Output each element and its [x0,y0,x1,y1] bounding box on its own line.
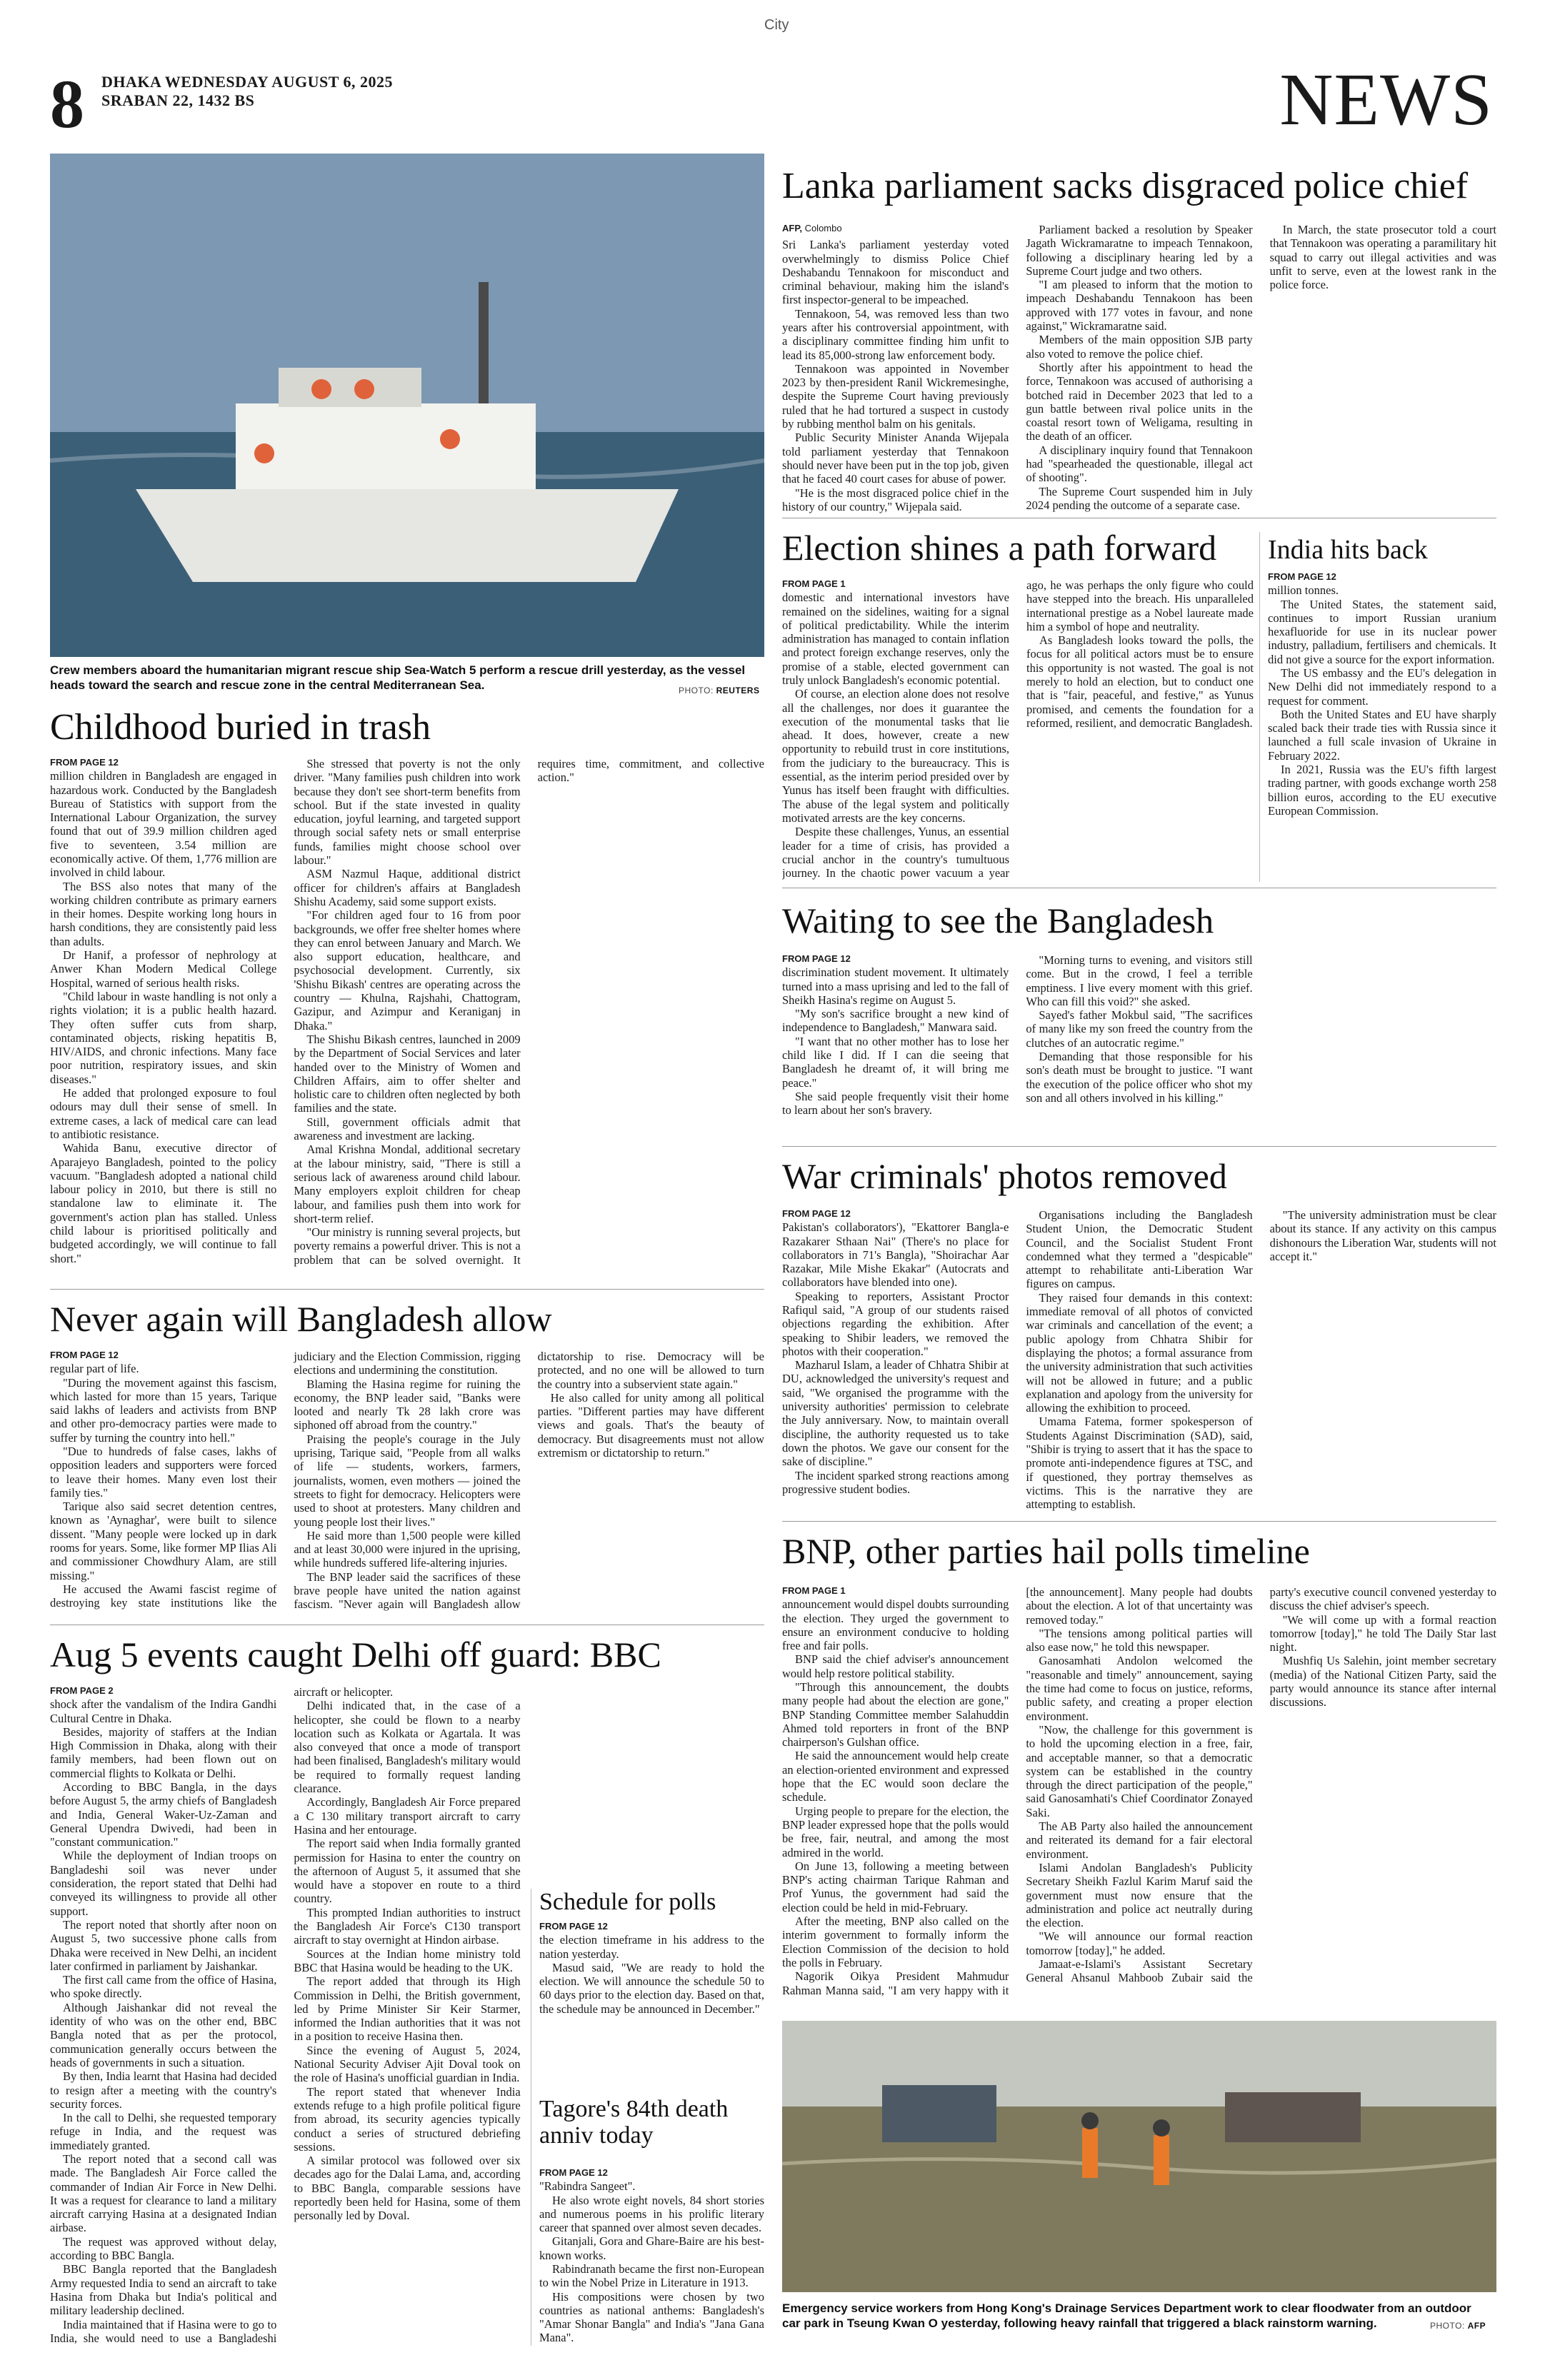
childhood-headline: Childhood buried in trash [50,707,431,748]
childhood-paragraph: The BSS also notes that many of the working children contribute as primary earners in their homes. Despite working long hours in harsh conditions, they are consistently paid less than adults. [50,879,277,948]
waiting-paragraph: Demanding that those responsible for his son's death must be brought to justice. "I want the execution of the police officer who shot my son and all others involved in his killing." [1026,1050,1253,1105]
aug5-paragraph: The report noted that a second call was made. The Bangladesh Air Force called the commander of Indian Air Force in New Delhi. It was a request for clearance to land a military aircraft carrying Hasina at a designated Indian airbase. [50,2152,277,2235]
election-from-page: FROM PAGE 1 [782,578,846,589]
bnp-paragraph: The AB Party also hailed the announcement and reiterated its demand for a fair electoral environment. [1026,1819,1253,1861]
aug5-paragraph: In the call to Delhi, she requested temporary refuge in India, and the request was immediately granted. [50,2111,277,2152]
india-from-page: FROM PAGE 12 [1268,571,1336,582]
waiting-paragraph: "Morning turns to evening, and visitors still come. But in the crowd, I feel a terrible emptiness. I live every moment with this grief. Who can fill this void?" she asked. [1026,953,1253,1008]
lanka-paragraph: Sri Lanka's parliament yesterday voted overwhelmingly to dismiss Police Chief Deshabandu Tennakoon for misconduct and criminal behaviour, making him the island's first inspector-general to be impeached. [782,238,1009,307]
rescue-ship-photo [50,154,764,657]
tagore-paragraph: He also wrote eight novels, 84 short stories and numerous poems in his prolific literary career that spanned over almost seven decades. [539,2193,764,2235]
election-headline: Election shines a path forward [782,528,1217,568]
aug5-paragraph: The request was approved without delay, according to BBC Bangla. [50,2234,277,2263]
schedule-article [539,1921,764,2092]
childhood-paragraph: million children in Bangladesh are engaged in hazardous work. Conducted by the Bangladesh Bureau of Statistics with support from the International Labour Organization, the survey found that out of 39.9 million children aged five to seventeen, 3.54 million are economically active. Of them, 1,776 million are involved in child labour. [50,769,277,880]
never-article [50,1350,764,1620]
lanka-paragraph: "I am pleased to inform that the motion to impeach Deshabandu Tennakoon has been approved with 177 votes in favour, and none against," Wickramaratne said. [1026,278,1253,333]
bnp-article [782,1585,1496,2007]
section-title: NEWS [1279,59,1493,141]
lanka-article [782,223,1496,514]
bnp-paragraph: BNP said the chief adviser's announcement would help restore political stability. [782,1652,1009,1680]
floodwater-illustration [782,2021,1496,2292]
aug5-paragraph: The report said when India formally granted permission for Hasina to enter the country on the afternoon of August 5, it assumed that she would have a stopover en route to a third country. [294,1837,521,1906]
bnp-paragraph: "Now, the challenge for this government is to hold the upcoming election in a free, fair, and acceptable manner, so that a democratic system can be established in the country through the direct participation of the people," said Ganosamhati's Chief Coordinator Zonayed Saki. [1026,1722,1253,1819]
india-paragraph: million tonnes. [1268,583,1339,598]
war-paragraph: Speaking to reporters, Assistant Proctor Rafiqul said, "A group of our students raised objections regarding the exhibition. After speaking to Shibir leaders, we removed the photos with their cooperation." [782,1289,1009,1358]
india-paragraph: The United States, the statement said, continues to import Russian uranium hexafluoride for use in its nuclear power industry, palladium, fertilisers and chemicals. It did not give a source for the export information. [1268,597,1496,666]
bnp-paragraph: On June 13, following a meeting between BNP's acting chairman Tarique Rahman and Prof Yunus, the government had said the election could be held in mid-February. [782,1859,1009,1914]
never-paragraph: He accused the Awami fascist regime of destroying key state institutions like the judiciary and the Election Commission, rigging elections and undermining the constitution. [50,1350,521,1610]
bnp-paragraph: Nagorik Oikya President Mahmudur Rahman Manna said, "I am very happy with it [the announcement]. Many people had doubts about the election. A lot of that uncertainty was removed today." [782,1585,1253,1997]
aug5-paragraph: While the deployment of Indian troops on Bangladeshi soil was never under consideration, the report stated that Delhi had conveyed its willingness to provide all other support. [50,1849,277,1918]
aug5-paragraph: The report added that through its High Commission in Delhi, the British government, led by Prime Minister Sir Keir Starmer, informed the Indian authorities that it was not in a position to receive Hasina then. [294,1974,521,2044]
never-paragraph: He said more than 1,500 people were killed and at least 30,000 were injured in the uprising, while hundreds suffered life-altering injuries. [294,1528,521,1570]
war-from-page: FROM PAGE 12 [782,1208,851,1219]
bnp-paragraph: "The tensions among political parties will also ease now," he told this newspaper. [1026,1626,1253,1655]
election-paragraph: Of course, an election alone does not resolve all the challenges, nor does it guarantee the execution of the monumental tasks that lie ahead. It does, however, create a new opportunity to rebuild trust in core institutions, from the judiciary to the bureaucracy. This is essential, as the interim period presided over by Yunus has itself been fraught with difficulties. The abuse of the legal system and politically motivated arrests are the key concerns. [782,687,1009,825]
waiting-paragraph: Sayed's father Mokbul said, "The sacrifices of many like my son freed the country from the clutches of an autocratic regime." [1026,1008,1253,1050]
date-block [101,73,393,111]
aug5-paragraph: Delhi indicated that, in the case of a helicopter, she could be flown to a nearby location such as Kolkata or Agartala. It was also conveyed that once a mode of transport had been finalised, Bangladesh's military would be required to formally request landing clearance. [294,1699,521,1796]
lanka-byline-source: AFP, [782,223,802,234]
aug5-paragraph: This prompted Indian authorities to instruct the Bangladesh Air Force's C130 transport aircraft to stay overnight at Hindon airbase. [294,1905,521,1947]
lanka-byline [782,223,1009,234]
aug5-paragraph: Accordingly, Bangladesh Air Force prepared a C 130 military transport aircraft to carry Hasina and her entourage. [294,1795,521,1837]
never-paragraph: Blaming the Hasina regime for ruining the economy, the BNP leader said, "Banks were looted and nearly Tk 28 lakh crore was siphoned off abroad from the country." [294,1377,521,1432]
war-paragraph: Mazharul Islam, a leader of Chhatra Shibir at DU, acknowledged the university's request and said, "We organised the programme with the university authorities' permission to celebrate the July anniversary. Now, to maintain overall discipline, the authority requested us to take down the photos. We gave our consent for the sake of discipline." [782,1358,1009,1469]
tagore-article [539,2167,764,2349]
never-paragraph: "Due to hundreds of false cases, lakhs of opposition leaders and supporters were forced to leave their homes. Many even lost their family ties." [50,1444,277,1500]
bnp-paragraph: Mushfiq Us Salehin, joint member secretary (media) of the National Citizen Party, said the party would announce its stance after internal discussions. [1269,1654,1496,1709]
bnp-paragraph: Islami Andolan Bangladesh's Publicity Secretary Sheikh Fazlul Karim Maruf said the government must now ensure that the administration and police act neutrally during the election. [1026,1860,1253,1930]
childhood-bottom-rule [50,1289,764,1290]
lanka-headline: Lanka parliament sacks disgraced police chief [782,166,1469,206]
aug5-from-page: FROM PAGE 2 [50,1685,114,1696]
never-from-page: FROM PAGE 12 [50,1350,119,1360]
aug5-headline: Aug 5 events caught Delhi off guard: BBC [50,1635,661,1674]
waiting-paragraph: "I want that no other mother has to lose her child like I did. If I can die seeing that Bangladesh he dreamt of, it will bring me peace." [782,1034,1009,1090]
bottom-photo-credit-source: AFP [1467,2321,1486,2331]
never-headline: Never again will Bangladesh allow [50,1299,552,1339]
waiting-paragraph: "My son's sacrifice brought a new kind of independence to Bangladesh," Manwara said. [782,1007,1009,1035]
bottom-photo-credit [1430,2321,1486,2331]
date-line-1: DHAKA WEDNESDAY AUGUST 6, 2025 [101,73,394,91]
childhood-paragraph: "Our ministry is running several projects, but poverty remains a powerful driver. This is not a problem that can be solved overnight. It requires time, commitment, and collective action." [294,757,764,1267]
schedule-paragraph: Masud said, "We are ready to hold the election. We will announce the schedule 50 to 60 days prior to the election day. Based on that, the schedule may be announced in December." [539,1960,764,2016]
schedule-from-page: FROM PAGE 12 [539,1921,608,1932]
lanka-byline-place: Colombo [804,223,842,234]
war-article [782,1208,1496,1515]
india-article [1268,571,1496,883]
lanka-paragraph: "He is the most disgraced police chief in the history of our country," Wijepala said. [782,486,1009,513]
bnp-headline: BNP, other parties hail polls timeline [782,1531,1310,1571]
waiting-bottom-rule [782,1146,1496,1147]
bnp-paragraph: Urging people to prepare for the election, the BNP leader expressed hope that the polls would be free, fair, neutral, and among the most admired in the world. [782,1804,1009,1859]
childhood-paragraph: Amal Krishna Mondal, additional secretary at the labour ministry, said, "There is still a serious lack of awareness around child labour. Many employers exploit children for cheap labour, and families push them into work for short-term relief. [294,1143,521,1225]
floodwater-photo [782,2021,1496,2292]
schedule-paragraph: the election timeframe in his address to the nation yesterday. [539,1933,764,1961]
lanka-paragraph: Parliament backed a resolution by Speaker Jagath Wickramaratne to impeach Tennakoon, following a disciplinary hearing led by a Supreme Court judge and two others. [1026,223,1253,278]
war-paragraph: Organisations including the Bangladesh Student Union, the Democratic Student Council, and the Socialist Student Front condemned what they termed a "despicable" attempt to rehabilitate anti-Liberation War figures on campus. [1026,1208,1253,1291]
lanka-paragraph: The Supreme Court suspended him in July 2024 pending the outcome of a separate case. [1026,484,1253,512]
india-paragraph: In 2021, Russia was the EU's fifth largest trading partner, with goods exchange worth 258 billion euros, according to the EU executive European Commission. [1268,763,1496,818]
election-paragraph: As Bangladesh looks toward the polls, the focus for all political actors must be to ensure this opportunity is not wasted. The goal is not merely to hold an election, but to conduct one that is "fair, peaceful, and festive," as Yunus promised, and cements the foundation for a reformed, resilient, and democratic Bangladesh. [1026,633,1254,730]
childhood-paragraph: Dr Hanif, a professor of nephrology at Anwer Khan Modern Medical College Hospital, warned of serious health risks. [50,948,277,990]
childhood-from-page: FROM PAGE 12 [50,757,119,768]
aug5-paragraph: Besides, majority of staffers at the Indian High Commission in Dhaka, along with their family members, had been flown out on commercial flights to Kolkata or Delhi. [50,1724,277,1780]
waiting-paragraph: She said people frequently visit their home to learn about her son's bravery. [782,1089,1009,1118]
childhood-paragraph: ASM Nazmul Haque, additional district officer for children's affairs at Bangladesh Shishu Academy, said some support exists. [294,867,521,908]
top-photo-credit [679,686,759,696]
lanka-paragraph: A disciplinary inquiry found that Tennakoon had "spearheaded the questionable, illegal act of shooting". [1026,443,1253,485]
never-paragraph: Praising the people's courage in the July uprising, Tarique said, "People from all walks of life — students, workers, farmers, journalists, women, even mothers — joined the streets to fight for democracy. Helicopters were used to shoot at protesters. Many children and young people lost their lives." [294,1432,521,1529]
aug5-paragraph: The report noted that shortly after noon on August 5, two successive phone calls from Dhaka were received in New Delhi, an incident later confirmed in parliament by Jaishankar. [50,1917,277,1973]
aug5-paragraph: India maintained that if Hasina were to go to India, she would need to use a Bangladeshi aircraft or helicopter. [50,1685,394,2345]
bnp-paragraph: He said the announcement would help create an election-oriented environment and expressed hope that the EC would soon declare the schedule. [782,1749,1009,1804]
bnp-from-page: FROM PAGE 1 [782,1585,846,1596]
tagore-paragraph: His compositions were chosen by two countries as national anthems: Bangladesh's "Amar Shonar Bangla" and India's "Jana Gana Mana". [539,2289,764,2345]
aug5-paragraph: shock after the vandalism of the Indira Gandhi Cultural Centre in Dhaka. [50,1697,277,1725]
bnp-paragraph: "We will come up with a formal reaction tomorrow [today]," he told The Daily Star last night. [1269,1612,1496,1655]
war-paragraph: Umama Fatema, former spokesperson of Students Against Discrimination (SAD), said, "Shibir is trying to assert that it has the space to promote anti-independence figures at TSC, and if questioned, they portray themselves as victims. This is the narrative they are attempting to establish. [1026,1415,1253,1512]
election-article [782,578,1254,883]
tagore-headline: Tagore's 84th death anniv today [539,2096,729,2149]
bottom-photo-caption: Emergency service workers from Hong Kong's Drainage Services Department work to clear floodwater from an outdoor car park in Tseung Kwan O yesterday, following heavy rainfall that triggered a black rainstorm warning. [782,2301,1471,2331]
never-paragraph: Tarique also said secret detention centres, known as 'Aynaghar', were built to silence dissent. "Many people were locked up in dark rooms for years. Some, like former MP Ilias Ali and commissioner Chowdhury Alam, are still missing." [50,1500,277,1582]
aug5-paragraph: BBC Bangla reported that the Bangladesh Army requested India to send an aircraft to take Hasina from Dhaka but India's political and military leadership declined. [50,2262,277,2318]
childhood-article [50,757,764,1282]
india-headline: India hits back [1268,535,1428,565]
tagore-paragraph: Gitanjali, Gora and Ghare-Baire are his best-known works. [539,2234,764,2262]
bnp-paragraph: announcement would dispel doubts surrounding the election. They urged the government to ensure an environment conducive to holding free and fair polls. [782,1597,1009,1653]
india-divider [1259,532,1260,882]
war-paragraph: "The university administration must be clear about its stance. If any activity on this campus dishonours the Liberation War, students will not accept it." [1269,1208,1496,1263]
childhood-paragraph: "For children aged four to 16 from poor backgrounds, we offer free shelter homes where they can enrol between January and March. We also support education, healthcare, and psychosocial development. Currently, six 'Shishu Bikash' centres are operating across the country — Khulna, Rajshahi, Chattogram, Gazipur, and Azimpur and Keraniganj in Dhaka." [294,908,521,1033]
bnp-paragraph: "Through this announcement, the doubts many people had about the election are gone," BNP Standing Committee member Salahuddin Ahmed told reporters in front of the BNP chairperson's Gulshan office. [782,1679,1009,1749]
war-paragraph: The incident sparked strong reactions among progressive student bodies. [782,1468,1009,1496]
india-paragraph: Both the United States and EU have sharply scaled back their trade ties with Russia since it launched a full scale invasion of Ukraine in February 2022. [1268,707,1496,763]
lanka-paragraph: Tennakoon was appointed in November 2023 by then-president Ranil Wickremesinghe, despite the Supreme Court having previously ruled that he had tortured a suspect in custody by rubbing menthol balm on his genitals. [782,361,1009,431]
page-number: 8 [50,66,84,142]
war-paragraph: They raised four demands in this context: immediate removal of all photos of convicted war criminals and cancellation of the event; a public apology from Chhatra Shibir for displaying the photos; a formal assurance from the university administration that such activities will not be allowed in future; and a public explanation and apology from the university for allowing the exhibition to proceed. [1026,1290,1253,1415]
tagore-from-page: FROM PAGE 12 [539,2167,608,2178]
bottom-photo-credit-label: PHOTO: [1430,2321,1465,2331]
lanka-paragraph: Shortly after his appointment to head the force, Tennakoon was accused of authorising a botched raid in December 2023 that led to a gun battle between rival police units in the coastal resort town of Weligama, resulting in the death of an officer. [1026,360,1253,443]
date-line-2: SRABAN 22, 1432 BS [101,91,255,110]
lanka-paragraph: In March, the state prosecutor told a court that Tennakoon was operating a paramilitary hit squad to carry out illegal activities and was unfit to serve, even at the lowest rank in the police force. [1269,223,1496,292]
india-paragraph: The US embassy and the EU's delegation in New Delhi did not immediately respond to a request for comment. [1268,666,1496,708]
bnp-paragraph: Ganosamhati Andolon welcomed the "reasonable and timely" announcement, saying the time had come to focus on justice, reforms, public safety, and creating a proper election environment. [1026,1654,1253,1723]
aug5-paragraph: A similar protocol was followed over six decades ago for the Dalai Lama, and, according to BBC Bangla, comparable sessions have reportedly been held for Hasina, some of them personally led by Doval. [294,2154,521,2223]
aug5-paragraph: According to BBC Bangla, in the days before August 5, the army chiefs of Bangladesh and India, General Waker-Uz-Zaman and General Upendra Dwivedi, had been in "constant communication." [50,1779,277,1849]
bnp-paragraph: After the meeting, BNP also called on the interim government to formally inform the Election Commission of the decision to hold the polls in February. [782,1914,1009,1969]
childhood-paragraph: "Child labour in waste handling is not only a rights violation; it is a public health hazard. They often suffer cuts from sharp, contaminated objects, risking hepatitis B, HIV/AIDS, and chronic infections. Many face poor nutrition, respiratory issues, and skin diseases." [50,989,277,1086]
election-paragraph: Despite these challenges, Yunus, an essential leader for a time of crisis, has provided a crucial anchor in the country's tumultuous journey. In the chaotic power vacuum a year ago, he was perhaps the only figure who could have stepped into the breach. His unparalleled international prestige as a Nobel laureate made him a symbol of hope and neutrality. [782,578,1254,880]
aug5-paragraph: The report stated that whenever India extends refuge to a high profile political figure from abroad, its security agencies typically conduct a series of structured debriefing sessions. [294,2084,521,2154]
bnp-paragraph: "We will announce our formal reaction tomorrow [today]," he added. [1026,1929,1253,1957]
childhood-paragraph: The Shishu Bikash centres, launched in 2009 by the Department of Social Services and later handed over to the Ministry of Women and Children Affairs, aim to offer shelter and holistic care to children often neglected by both families and the state. [294,1032,521,1115]
never-paragraph: regular part of life. [50,1362,139,1376]
bnp-paragraph: Jamaat-e-Islami's Assistant Secretary General Ahsanul Mahboob Zubair said the party's executive council convened yesterday to discuss the chief adviser's speech. [1026,1585,1496,1985]
tagore-paragraph: "Rabindra Sangeet". [539,2179,636,2194]
never-paragraph: "During the movement against this fascism, which lasted for more than 15 years, Tarique said lakhs of leaders and activists from BNP and other pro-democracy parties were made to suffer by turning the country into hell." [50,1375,277,1445]
election-paragraph: domestic and international investors have remained on the sidelines, waiting for a signal of political predictability. While the interim administration has managed to contain inflation and protect foreign exchange reserves, only the promise of a stable, elected government can truly unlock Bangladesh's economic potential. [782,591,1009,687]
lanka-paragraph: Public Security Minister Ananda Wijepala told parliament yesterday that Tennakoon should never have been put in the top job, given that he faced 40 court cases for abuse of power. [782,431,1009,486]
childhood-paragraph: She stressed that poverty is not the only driver. "Many families push children into work because they don't see short-term benefits from school. But if the state invested in quality education, joyful learning, and targeted support through social safety nets or small enterprise funds, families might choose school over labour." [294,757,521,868]
rescue-ship-illustration [50,154,764,657]
waiting-paragraph: discrimination student movement. It ultimately turned into a mass uprising and led to the fall of Sheikh Hasina's regime on August 5. [782,965,1009,1007]
never-paragraph: He also called for unity among all political parties. "Different parties may have different views and goals. That's the beauty of democracy. But disagreements must not allow extremism or dictatorship to return." [537,1390,764,1460]
top-photo-credit-label: PHOTO: [679,686,714,696]
top-photo-credit-source: REUTERS [716,686,760,696]
waiting-from-page: FROM PAGE 12 [782,953,851,964]
never-paragraph: The BNP leader said the sacrifices of these brave people have united the nation against fascism. "Never again will Bangladesh allow dictatorship to rise. Democracy will be protected, and no one will be allowed to turn the country into a subservient state again." [294,1350,764,1612]
childhood-paragraph: Wahida Banu, executive director of Aparajeyo Bangladesh, pointed to the policy vacuum. "Bangladesh adopted a national child labour policy in 2010, but there is still no standalone law to eliminate it. The government's action plan has stalled. Unless child labour is prioritised politically and budgeted accordingly, we will continue to fall short." [50,1141,277,1265]
lanka-paragraph: Tennakoon, 54, was removed less than two years after his controversial appointment, with a disciplinary committee finding him unfit to lead its 85,000-strong law enforcement body. [782,306,1009,362]
waiting-article [782,953,1496,1140]
aug5-paragraph: Sources at the Indian home ministry told BBC that Hasina would be heading to the UK. [294,1947,521,1974]
tagore-paragraph: Rabindranath became the first non-European to win the Nobel Prize in Literature in 1913. [539,2261,764,2290]
aug5-paragraph: Since the evening of August 5, 2024, National Security Adviser Ajit Doval took on the role of Hasina's unofficial guardian in India. [294,2043,521,2085]
war-paragraph: Pakistan's collaborators'), "Ekattorer Bangla-e Razakarer Sthaan Nai" (There's no place for collaborators in 71's Bangla), "Shoirachar Aar Razakar, Mile Mishe Ekakar" (Autocrats and collaborators have blended into one). [782,1220,1009,1290]
schedule-headline: Schedule for polls [539,1889,716,1915]
childhood-paragraph: Still, government officials admit that awareness and investment are lacking. [294,1115,521,1143]
childhood-paragraph: He added that prolonged exposure to foul odours may dull their sense of smell. In extreme cases, a lack of medical care can lead to antibiotic resistance. [50,1086,277,1141]
war-bottom-rule [782,1521,1496,1522]
war-headline: War criminals' photos removed [782,1156,1227,1196]
waiting-headline: Waiting to see the Bangladesh [782,900,1214,940]
lanka-paragraph: Members of the main opposition SJB party also voted to remove the police chief. [1026,333,1253,361]
aug5-paragraph: Although Jaishankar did not reveal the identity of who was on the other end, BBC Bangla noted that as per the protocol, communication generally occurs between the heads of governments in such a situation. [50,2000,277,2069]
aug5-paragraph: The first call came from the office of Hasina, who spoke directly. [50,1973,277,2001]
section-label: City [764,17,789,33]
aug5-paragraph: By then, India learnt that Hasina had decided to resign after a meeting with the country's security forces. [50,2069,277,2111]
top-photo-caption: Crew members aboard the humanitarian migrant rescue ship Sea-Watch 5 perform a rescue drill yesterday, as the vessel heads toward the search and rescue zone in the central Mediterranean Sea. [50,663,746,693]
